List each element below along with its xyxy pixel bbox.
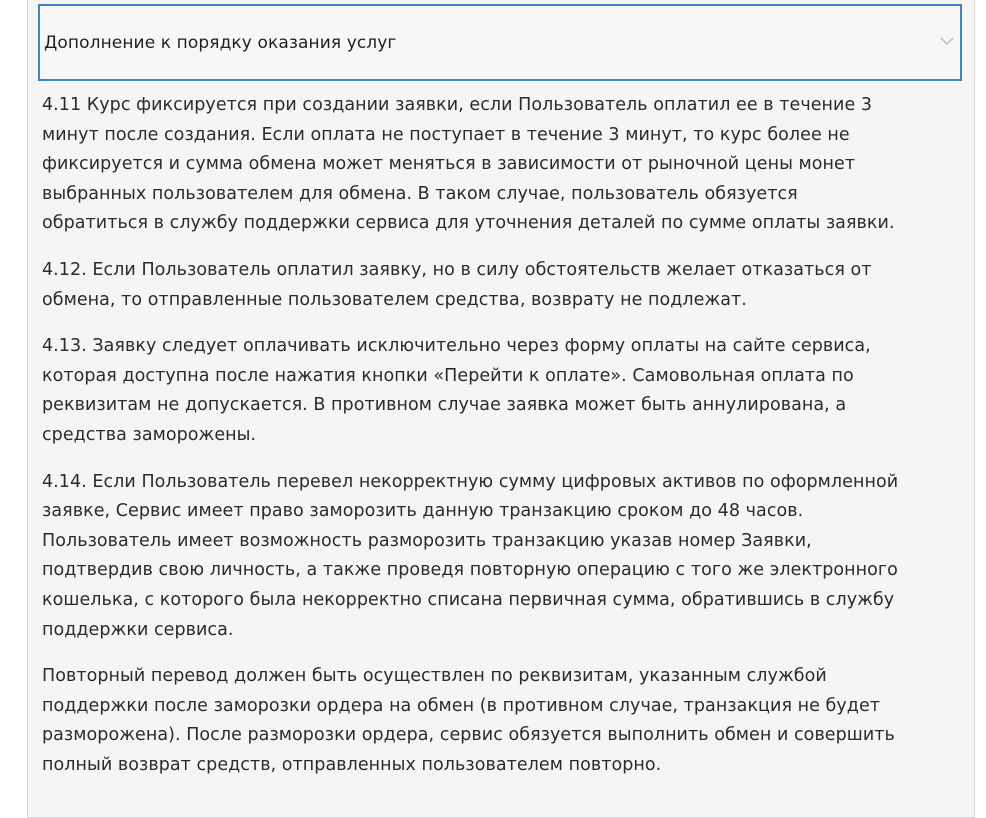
paragraph-repeat-transfer	[42, 662, 972, 780]
text-line: средства заморожены.	[42, 424, 257, 445]
text-line: которая доступна после нажатия кнопки «Перейти к оплате». Самовольная оплата по	[42, 365, 854, 386]
text-line: Пользователь имеет возможность разморозить транзакцию указав номер Заявки,	[42, 530, 812, 551]
text-line: Повторный перевод должен быть осуществлен по реквизитам, указанным службой	[42, 666, 827, 687]
text-line: 4.12. Если Пользователь оплатил заявку, но в силу обстоятельств желает отказаться от	[42, 259, 872, 280]
text-line: кошелька, с которого была некорректно списана первичная сумма, обратившись в службу	[42, 589, 895, 610]
paragraph-4-13	[42, 332, 972, 450]
text-line: фиксируется и сумма обмена может меняться в зависимости от рыночной цены монет	[42, 154, 856, 175]
paragraph-4-11	[42, 91, 972, 239]
text-line: поддержки после заморозки ордера на обмен (в противном случае, транзакция не будет	[42, 695, 881, 716]
text-line: выбранных пользователем для обмена. В таком случае, пользователь обязуется	[42, 183, 798, 204]
accordion-content	[42, 91, 972, 797]
chevron-down-icon	[940, 36, 954, 46]
accordion-title: Дополнение к порядку оказания услуг	[44, 33, 397, 53]
text-line: поддержки сервиса.	[42, 619, 234, 640]
paragraph-4-14	[42, 468, 972, 646]
text-line: реквизитам не допускается. В противном случае заявка может быть аннулирована, а	[42, 395, 847, 416]
text-line: 4.14. Если Пользователь перевел некорректную сумму цифровых активов по оформленной	[42, 471, 899, 492]
text-line: обмена, то отправленные пользователем средства, возврату не подлежат.	[42, 289, 747, 310]
paragraph-4-12	[42, 256, 972, 315]
text-line: 4.13. Заявку следует оплачивать исключительно через форму оплаты на сайте сервиса,	[42, 336, 871, 357]
accordion-header[interactable]	[38, 4, 962, 81]
text-line: разморожена). После разморозки ордера, сервис обязуется выполнить обмен и совершить	[42, 725, 895, 746]
text-line: минут после создания. Если оплата не поступает в течение 3 минут, то курс более не	[42, 124, 850, 145]
text-line: обратиться в службу поддержки сервиса для уточнения деталей по сумме оплаты заявки.	[42, 213, 895, 234]
text-line: полный возврат средств, отправленных пользователем повторно.	[42, 754, 662, 775]
text-line: заявке, Сервис имеет право заморозить данную транзакцию сроком до 48 часов.	[42, 501, 804, 522]
text-line: 4.11 Курс фиксируется при создании заявки, если Пользователь оплатил ее в течение 3	[42, 95, 873, 115]
text-line: подтвердив свою личность, а также проведя повторную операцию с того же электронного	[42, 560, 898, 581]
